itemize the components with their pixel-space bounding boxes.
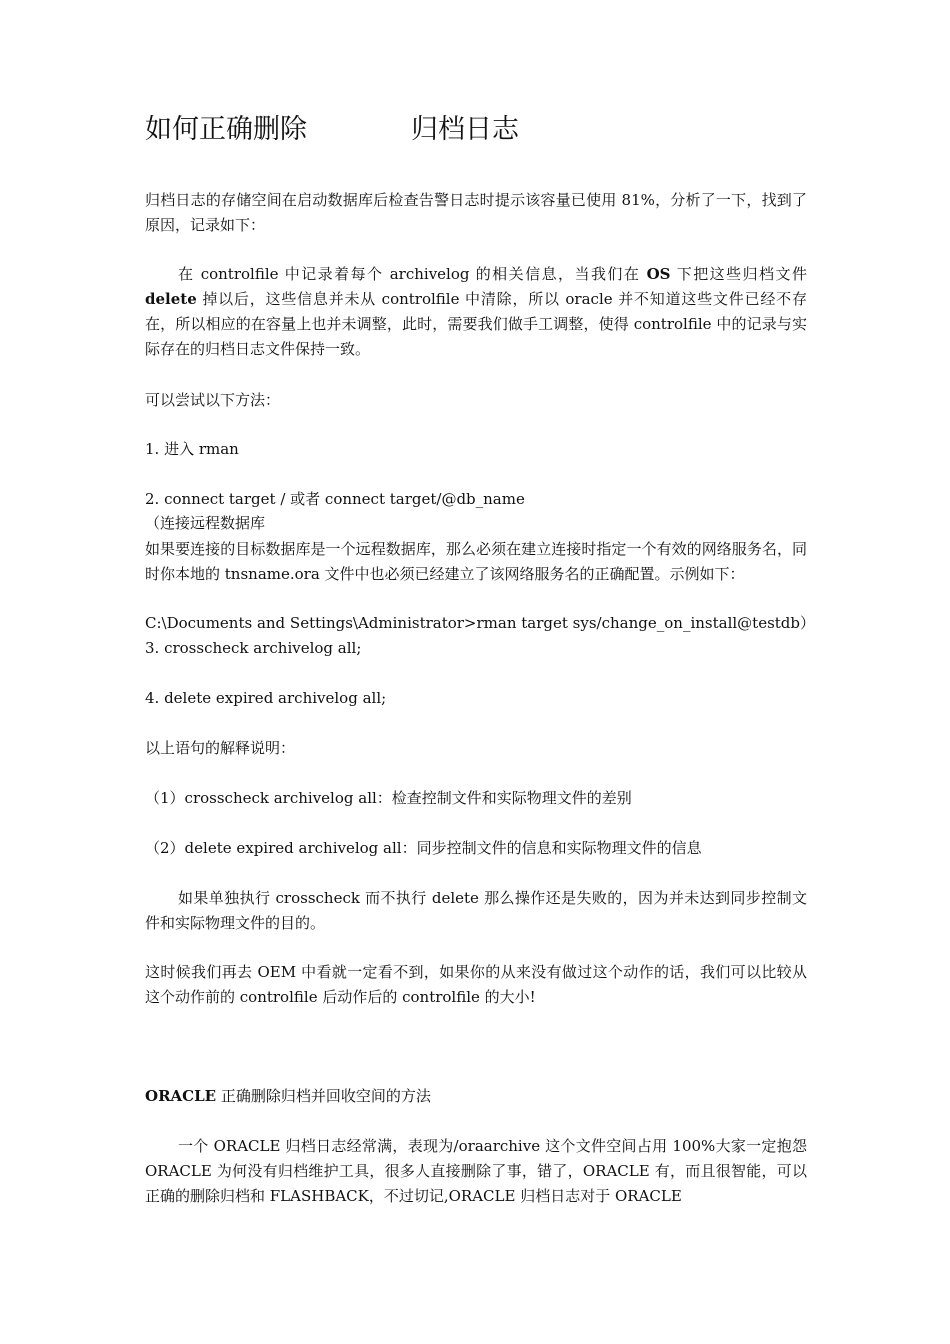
p1-text-c: 掉以后，这些信息并未从 controlfile 中清除，所以 oracle 并不知道这些文件已经不存在，所以相应的在容量上也并未调整，此时，需要我们做手工调整，使得 controlfile 中的记录与实际存在的归档日志文件保持一致。 [145, 290, 807, 358]
remote-db-explanation: 如果要连接的目标数据库是一个远程数据库，那么必须在建立连接时指定一个有效的网络服务名，同时你本地的 tnsname.ora 文件中也必须已经建立了该网络服务名的正确配置。示例如下： [145, 540, 807, 583]
controlfile-paragraph [145, 262, 807, 362]
step-4: 4. delete expired archivelog all; [145, 689, 387, 707]
section-2-title-rest: 正确删除归档并回收空间的方法 [216, 1087, 431, 1105]
oem-paragraph: 这时候我们再去 OEM 中看就一定看不到，如果你的从来没有做过这个动作的话，我们可以比较从这个动作前的 controlfile 后动作后的 controlfile 的大小! [145, 963, 807, 1006]
title-part-1: 如何正确删除 [145, 114, 307, 145]
crosscheck-note-paragraph: 如果单独执行 crosscheck 而不执行 delete 那么操作还是失败的，因为并未达到同步控制文件和实际物理文件的目的。 [145, 889, 807, 932]
page-title [145, 112, 519, 148]
archive-full-paragraph: 一个 ORACLE 归档日志经常满，表现为/oraarchive 这个文件空间占用 100%大家一定抱怨 ORACLE 为何没有归档维护工具，很多人直接删除了事，错了，ORACLE 有，而且很智能，可以正确的删除归档和 FLASHBACK，不过切记,ORACLE 归档日志对于 ORACLE [145, 1137, 807, 1205]
explanation-item-2: （2）delete expired archivelog all：同步控制文件的信息和实际物理文件的信息 [145, 839, 702, 857]
p1-text-b: 下把这些归档文件 [670, 265, 807, 283]
step-1: 1. 进入 rman [145, 440, 239, 458]
section-2-title [145, 1084, 807, 1109]
step-2: 2. connect target / 或者 connect target/@db_name [145, 490, 525, 508]
title-part-2: 归档日志 [411, 114, 519, 145]
remote-db-heading: （连接远程数据库 [145, 514, 266, 532]
p1-text-a: 在 controlfile 中记录着每个 archivelog 的相关信息，当我们在 [178, 265, 647, 283]
rman-example-command: C:\Documents and Settings\Administrator>rman target sys/change_on_install@testdb） [145, 614, 815, 632]
intro-paragraph: 归档日志的存储空间在启动数据库后检查告警日志时提示该容量已使用 81%，分析了一下，找到了原因，记录如下： [145, 191, 807, 234]
p1-os: OS [646, 265, 671, 283]
explanation-heading: 以上语句的解释说明： [145, 739, 296, 757]
p1-delete: delete [145, 290, 197, 308]
explanation-item-1: （1）crosscheck archivelog all：检查控制文件和实际物理文件的差别 [145, 789, 632, 807]
step-3: 3. crosscheck archivelog all; [145, 639, 362, 657]
section-2-title-bold: ORACLE [145, 1087, 217, 1105]
try-methods-line: 可以尝试以下方法： [145, 391, 281, 409]
